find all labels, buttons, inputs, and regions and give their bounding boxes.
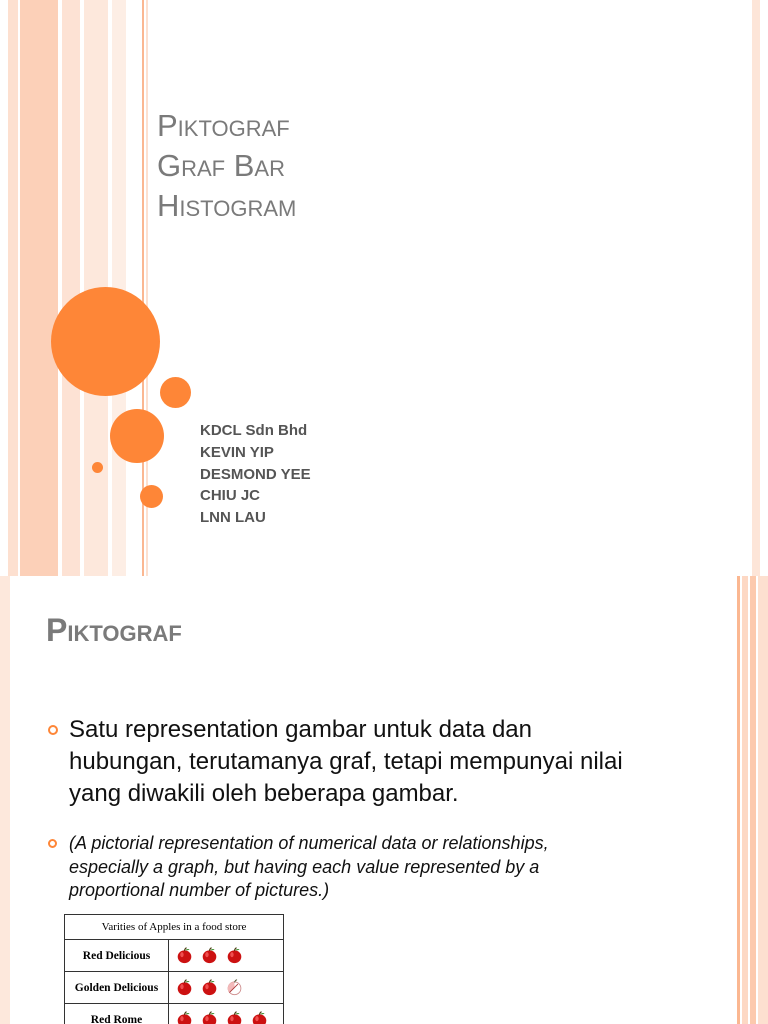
apple-icon <box>226 947 243 964</box>
author-list <box>200 420 311 529</box>
row-label: Golden Delicious <box>65 972 169 1004</box>
decor-stripe <box>8 0 18 576</box>
apple-icon <box>176 1011 193 1024</box>
piktograf-slide <box>0 576 768 1024</box>
apple-icon <box>176 947 193 964</box>
pictograph-table <box>64 914 284 1024</box>
table-row <box>65 972 284 1004</box>
slide-title: Piktograf <box>46 612 182 648</box>
author-item: KDCL Sdn Bhd <box>200 422 308 439</box>
bullet-text: Satu representation gambar untuk data dan hubungan, terutamanya graf, tetapi mempunyai nilai yang diwakili oleh beberapa gambar. <box>69 716 623 807</box>
title-line: Graf Bar <box>157 148 285 183</box>
row-label: Red Rome <box>65 1004 169 1024</box>
apple-icon <box>251 1011 268 1024</box>
decor-stripe <box>0 576 10 1024</box>
bullet-icon <box>48 725 58 735</box>
row-label: Red Delicious <box>65 940 169 972</box>
title-line: Piktograf <box>157 108 290 143</box>
author-item: CHIU JC <box>200 487 261 505</box>
half-apple-icon <box>226 979 243 996</box>
pictograph-caption: Varities of Apples in a food store <box>65 915 284 940</box>
decor-stripe <box>752 0 760 576</box>
apple-icon <box>201 947 218 964</box>
decor-stripe <box>742 576 748 1024</box>
decor-circle-small <box>140 485 163 508</box>
row-icons <box>169 940 284 972</box>
table-row <box>65 1004 284 1024</box>
decor-stripe <box>750 576 756 1024</box>
decor-stripe <box>737 576 740 1024</box>
decor-stripe <box>62 0 80 576</box>
apple-icon <box>201 979 218 996</box>
apple-icon <box>201 1011 218 1024</box>
decor-stripe <box>20 0 58 576</box>
decor-stripe <box>758 576 768 1024</box>
bullet-icon <box>48 839 57 848</box>
decor-circle-medium <box>110 409 164 463</box>
title-line: Histogram <box>157 188 297 223</box>
apple-icon <box>226 1011 243 1024</box>
apple-icon <box>176 979 193 996</box>
row-icons <box>169 1004 284 1024</box>
bullet-text-english: (A pictorial representation of numerical data or relationships, especially a graph, but having each value represented by a proportional number of pictures.) <box>69 833 549 900</box>
row-icons <box>169 972 284 1004</box>
decor-circle <box>160 377 191 408</box>
author-item: DESMOND YEE <box>200 465 311 483</box>
table-row <box>65 940 284 972</box>
decor-circle-tiny <box>92 462 103 473</box>
author-item: KEVIN YIP <box>200 443 274 461</box>
slide-title <box>157 106 296 226</box>
author-item: LNN LAU <box>200 509 266 527</box>
decor-circle-large <box>51 287 160 396</box>
